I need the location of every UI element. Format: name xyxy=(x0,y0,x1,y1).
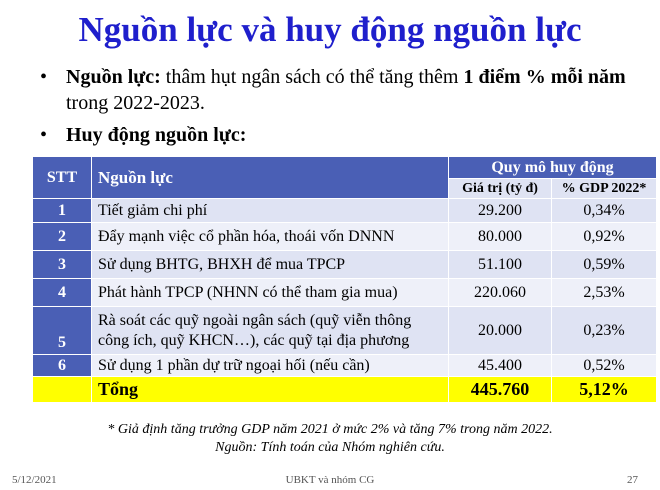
table-row xyxy=(33,307,657,355)
table-row xyxy=(33,279,657,307)
bullet-marker: • xyxy=(40,124,48,146)
row-stt: 1 xyxy=(33,199,92,223)
col-header-source: Nguồn lực xyxy=(92,157,449,199)
bullet-resources-amount: 1 điểm % mỗi năm xyxy=(463,66,626,88)
total-label: Tổng xyxy=(92,377,449,403)
row-pct: 0,92% xyxy=(552,223,657,251)
table-row xyxy=(33,251,657,279)
row-value: 29.200 xyxy=(449,199,552,223)
row-pct: 0,34% xyxy=(552,199,657,223)
row-name: Phát hành TPCP (NHNN có thể tham gia mua) xyxy=(92,279,449,307)
col-header-stt: STT xyxy=(33,157,92,199)
bullet-resources-period: trong 2022-2023. xyxy=(66,92,205,114)
col-header-group: Quy mô huy động xyxy=(449,157,657,179)
row-value: 51.100 xyxy=(449,251,552,279)
footer-date: 5/12/2021 xyxy=(12,474,57,486)
row-pct: 0,23% xyxy=(552,307,657,355)
row-stt: 4 xyxy=(33,279,92,307)
table-row xyxy=(33,223,657,251)
row-value: 20.000 xyxy=(449,307,552,355)
bullet-marker: • xyxy=(40,66,48,88)
assumption-note: * Giả định tăng trưởng GDP năm 2021 ở mức 2% và tăng 7% trong năm 2022. xyxy=(107,422,553,437)
row-name: Đẩy mạnh việc cổ phần hóa, thoái vốn DNNN xyxy=(92,223,449,251)
bullet-resources-text xyxy=(66,64,626,116)
bullet-resources-label: Nguồn lực: xyxy=(66,66,161,88)
footer-author: UBKT và nhóm CG xyxy=(285,474,375,486)
table-row xyxy=(33,355,657,377)
bullet-resources-body: thâm hụt ngân sách có thể tăng thêm xyxy=(160,66,464,88)
resource-table xyxy=(32,156,657,403)
row-pct: 2,53% xyxy=(552,279,657,307)
table-row xyxy=(33,199,657,223)
total-pct: 5,12% xyxy=(552,377,657,403)
source-note: Nguồn: Tính toán của Nhóm nghiên cứu. xyxy=(215,440,445,455)
col-header-value: Giá trị (tỷ đ) xyxy=(449,179,552,199)
row-stt: 3 xyxy=(33,251,92,279)
row-name: Rà soát các quỹ ngoài ngân sách (quỹ viễn thông công ích, quỹ KHCN…), các quỹ tại địa phương xyxy=(92,307,449,355)
row-value: 80.000 xyxy=(449,223,552,251)
row-stt: 2 xyxy=(33,223,92,251)
bullet-mobilization-label: Huy động nguồn lực: xyxy=(66,124,247,146)
total-stt-cell xyxy=(33,377,92,403)
row-value: 220.060 xyxy=(449,279,552,307)
row-pct: 0,59% xyxy=(552,251,657,279)
row-pct: 0,52% xyxy=(552,355,657,377)
total-row xyxy=(33,377,657,403)
row-name: Sử dụng 1 phần dự trữ ngoại hối (nếu cần) xyxy=(92,355,449,377)
row-stt: 5 xyxy=(33,307,92,355)
row-stt: 6 xyxy=(33,355,92,377)
row-name: Sử dụng BHTG, BHXH để mua TPCP xyxy=(92,251,449,279)
slide-title: Nguồn lực và huy động nguồn lực xyxy=(78,10,582,49)
col-header-pct: % GDP 2022* xyxy=(552,179,657,199)
row-name: Tiết giảm chi phí xyxy=(92,199,449,223)
footer-page-number: 27 xyxy=(627,474,638,486)
total-value: 445.760 xyxy=(449,377,552,403)
row-value: 45.400 xyxy=(449,355,552,377)
